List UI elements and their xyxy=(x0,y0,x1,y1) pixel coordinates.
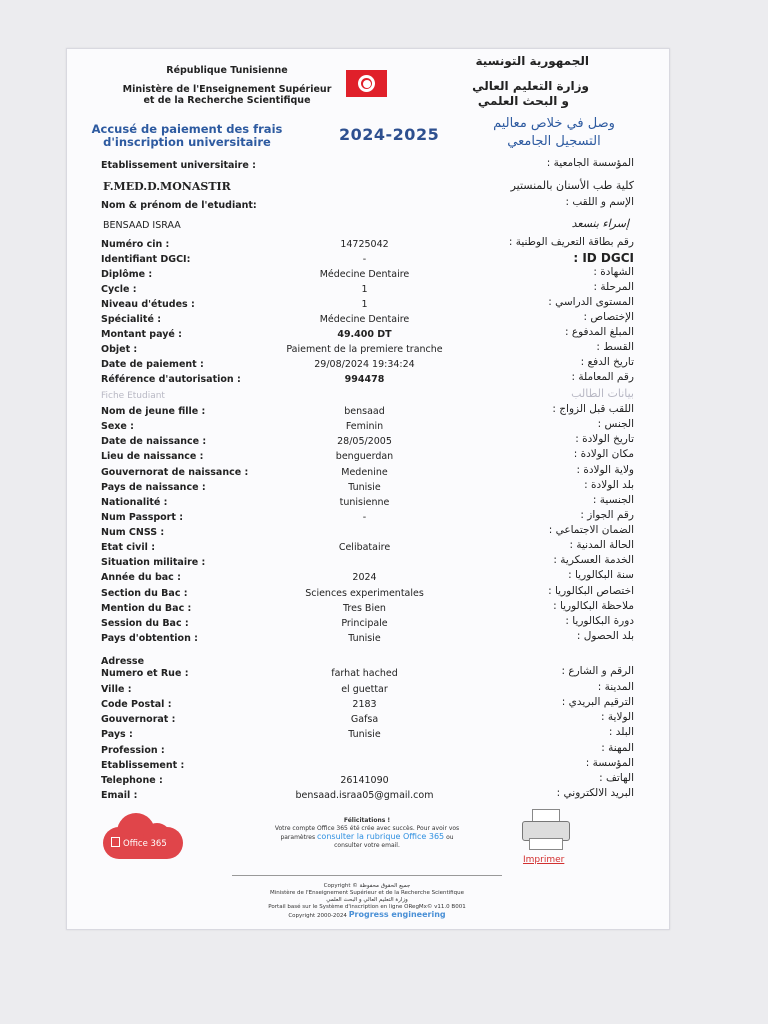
adresse-heading: Adresse xyxy=(101,656,145,667)
title-ar-line2: التسجيل الجامعي xyxy=(507,134,601,149)
congrats-text2: paramètres xyxy=(280,834,316,841)
office365-link[interactable]: consulter la rubrique Office 365 xyxy=(317,832,445,841)
footer-line3: وزارة التعليم العالي و البحث العلمي xyxy=(326,897,408,903)
tunisia-flag-icon xyxy=(346,70,387,97)
field-label: Diplôme : xyxy=(101,269,153,280)
field-label-ar: ملاحظة البكالوريا : xyxy=(553,600,634,612)
field-label-ar: المدينة : xyxy=(597,681,634,693)
footer-divider xyxy=(232,875,502,876)
congrats-text1: Votre compte Office 365 été crée avec succès. Pour avoir vos xyxy=(274,825,460,832)
office365-logo[interactable] xyxy=(103,813,183,859)
authorization-ref-value: 994478 xyxy=(344,374,385,385)
header-republic-ar: الجمهورية التونسية xyxy=(475,54,589,68)
field-label-ar: الضمان الاجتماعي : xyxy=(548,524,634,536)
field-label: Lieu de naissance : xyxy=(101,451,204,462)
congrats-text3: ou consulter votre email. xyxy=(334,834,454,849)
field-label: Niveau d'études : xyxy=(101,299,195,310)
field-value: 29/08/2024 19:34:24 xyxy=(314,359,415,370)
title-line2: d'inscription universitaire xyxy=(103,135,271,149)
field-label: Ville : xyxy=(101,684,132,695)
header-ministry-ar-line2: و البحث العلمي xyxy=(477,94,569,108)
field-value: el guettar xyxy=(341,684,388,695)
field-label-ar: المؤسسة : xyxy=(585,757,634,769)
field-label: Gouvernorat : xyxy=(101,714,176,725)
field-label: Pays d'obtention : xyxy=(101,633,198,644)
student-name-label: Nom & prénom de l'etudiant: xyxy=(101,200,257,211)
field-value: Tunisie xyxy=(348,729,381,740)
field-label: Num CNSS : xyxy=(101,527,165,538)
field-label-ar: الجنسية : xyxy=(592,494,634,506)
field-label: Date de naissance : xyxy=(101,436,207,447)
field-value: benguerdan xyxy=(335,451,394,462)
etablissement-value-ar: كلية طب الأسنان بالمنستير xyxy=(510,179,634,192)
field-label-ar: المرحلة : xyxy=(593,281,634,293)
student-name-label-ar: الإسم و اللقب : xyxy=(565,196,634,208)
field-label-ar: الإختصاص : xyxy=(583,311,634,323)
field-value: Celibataire xyxy=(338,542,391,553)
amount-paid-value: 49.400 DT xyxy=(337,329,392,340)
field-label: Num Passport : xyxy=(101,512,184,523)
field-label-ar: اختصاص البكالوريا : xyxy=(548,585,634,597)
etablissement-value: F.MED.D.MONASTIR xyxy=(103,180,231,193)
document-title xyxy=(87,123,287,149)
field-label-ar: الترقيم البريدي : xyxy=(561,696,634,708)
etablissement-label-ar: المؤسسة الجامعية : xyxy=(546,157,634,169)
field-value: 1 xyxy=(361,299,368,310)
field-label-ar: ID DGCI : xyxy=(573,251,634,265)
field-label-ar: المهنة : xyxy=(601,742,634,754)
field-value: Tunisie xyxy=(348,633,381,644)
receipt-document xyxy=(66,48,670,930)
field-label: Session du Bac : xyxy=(101,618,189,629)
field-label: Code Postal : xyxy=(101,699,172,710)
field-label: Spécialité : xyxy=(101,314,161,325)
field-value: Tres Bien xyxy=(343,603,386,614)
field-label: Numero et Rue : xyxy=(101,668,189,679)
office365-label: Office 365 xyxy=(123,839,167,849)
student-name-value: BENSAAD ISRAA xyxy=(103,220,181,231)
field-label-ar: دورة البكالوريا : xyxy=(565,615,634,627)
field-label: Pays de naissance : xyxy=(101,482,206,493)
field-value: 2024 xyxy=(352,572,377,583)
field-label-ar: البلد : xyxy=(608,726,634,738)
field-label-ar: الحالة المدنية : xyxy=(569,539,634,551)
field-value: Principale xyxy=(341,618,388,629)
printer-icon[interactable] xyxy=(519,809,573,849)
field-label: Etablissement : xyxy=(101,760,185,771)
academic-year: 2024-2025 xyxy=(339,125,440,144)
field-label-ar: القسط : xyxy=(596,341,634,353)
field-label-ar: تاريخ الولادة : xyxy=(575,433,634,445)
field-label-ar: مكان الولادة : xyxy=(573,448,634,460)
field-label: Objet : xyxy=(101,344,138,355)
field-label: Situation militaire : xyxy=(101,557,206,568)
field-value: 14725042 xyxy=(340,239,389,250)
field-label: Référence d'autorisation : xyxy=(101,374,241,385)
field-label: Section du Bac : xyxy=(101,588,188,599)
title-line1: Accusé de paiement des frais xyxy=(91,122,283,136)
field-value: bensaad xyxy=(344,406,385,417)
progress-engineering-link[interactable]: Progress engineering xyxy=(348,910,446,919)
field-label-ar: رقم بطاقة التعريف الوطنية : xyxy=(508,236,634,248)
field-value: Médecine Dentaire xyxy=(319,314,410,325)
field-label-ar: سنة البكالوريا : xyxy=(568,569,634,581)
field-value: Medenine xyxy=(341,467,388,478)
field-value: Feminin xyxy=(345,421,384,432)
field-value: 1 xyxy=(361,284,368,295)
etablissement-label: Etablissement universitaire : xyxy=(101,160,256,171)
footer xyxy=(217,883,517,920)
field-label: Etat civil : xyxy=(101,542,155,553)
field-value: Gafsa xyxy=(350,714,379,725)
document-title-ar xyxy=(479,115,629,151)
field-value: Paiement de la premiere tranche xyxy=(286,344,443,355)
footer-line5: Copyright 2000-2024 xyxy=(288,913,347,919)
footer-line2: Ministère de l'Enseignement Supérieur et de la Recherche Scientifique xyxy=(270,890,464,896)
field-label: Mention du Bac : xyxy=(101,603,192,614)
field-value: tunisienne xyxy=(339,497,390,508)
field-label-ar: البريد الالكتروني : xyxy=(556,787,634,799)
field-label: Nom de jeune fille : xyxy=(101,406,206,417)
field-label: Date de paiement : xyxy=(101,359,204,370)
print-link[interactable]: Imprimer xyxy=(523,855,565,865)
field-label-ar: الرقم و الشارع : xyxy=(561,665,634,677)
field-value: Médecine Dentaire xyxy=(319,269,410,280)
footer-line4: Portail basé sur le Système d'inscription en ligne ORegMx© v11.0 B001 xyxy=(268,904,466,910)
field-value: 26141090 xyxy=(340,775,389,786)
field-label-ar: تاريخ الدفع : xyxy=(580,356,634,368)
field-label-ar: الهاتف : xyxy=(599,772,634,784)
field-label-ar: الجنس : xyxy=(597,418,634,430)
header-ministry-line2: et de la Recherche Scientifique xyxy=(143,95,311,106)
field-label-ar: رقم الجواز : xyxy=(580,509,634,521)
field-value: 28/05/2005 xyxy=(337,436,392,447)
field-label: Sexe : xyxy=(101,421,134,432)
field-label: Numéro cin : xyxy=(101,239,170,250)
field-value: farhat hached xyxy=(331,668,398,679)
field-value: - xyxy=(362,254,367,265)
field-label: Cycle : xyxy=(101,284,137,295)
field-label-ar: اللقب قبل الزواج : xyxy=(552,403,634,415)
fiche-etudiant-heading-ar: بيانات الطالب xyxy=(571,387,634,400)
header-ministry-ar-line1: وزارة التعليم العالي xyxy=(472,79,589,93)
field-label-ar: الولاية : xyxy=(601,711,634,723)
field-label: Telephone : xyxy=(101,775,163,786)
field-value: - xyxy=(362,512,367,523)
field-label: Email : xyxy=(101,790,138,801)
congrats-title: Félicitations ! xyxy=(343,817,391,824)
field-label-ar: المبلغ المدفوع : xyxy=(564,326,634,338)
field-value: Sciences experimentales xyxy=(305,588,424,599)
field-label-ar: ولاية الولادة : xyxy=(576,464,634,476)
field-value: 2183 xyxy=(352,699,377,710)
header-ministry-line1: Ministère de l'Enseignement Supérieur xyxy=(122,84,332,95)
congratulations-message xyxy=(267,817,467,850)
title-ar-line1: وصل في خلاص معاليم xyxy=(493,116,615,131)
student-name-value-ar: إسراء بنسعد xyxy=(571,217,629,230)
footer-line1: Copyright © جميع الحقوق محفوظة xyxy=(323,883,411,889)
office-icon xyxy=(111,837,120,847)
field-label-ar: بلد الولادة : xyxy=(584,479,634,491)
field-label: Pays : xyxy=(101,729,133,740)
header-republic: République Tunisienne xyxy=(166,65,288,76)
field-label-ar: بلد الحصول : xyxy=(576,630,634,642)
fiche-etudiant-heading: Fiche Etudiant xyxy=(101,391,165,401)
field-label-ar: الشهادة : xyxy=(593,266,634,278)
field-label: Gouvernorat de naissance : xyxy=(101,467,249,478)
field-label: Montant payé : xyxy=(101,329,182,340)
field-label: Profession : xyxy=(101,745,165,756)
field-label: Année du bac : xyxy=(101,572,181,583)
field-value: Tunisie xyxy=(348,482,381,493)
field-label: Identifiant DGCI: xyxy=(101,254,191,265)
field-label-ar: الخدمة العسكرية : xyxy=(553,554,634,566)
email-value: bensaad.israa05@gmail.com xyxy=(295,790,434,801)
field-label-ar: رقم المعاملة : xyxy=(571,371,634,383)
field-label-ar: المستوى الدراسي : xyxy=(548,296,634,308)
field-label: Nationalité : xyxy=(101,497,168,508)
